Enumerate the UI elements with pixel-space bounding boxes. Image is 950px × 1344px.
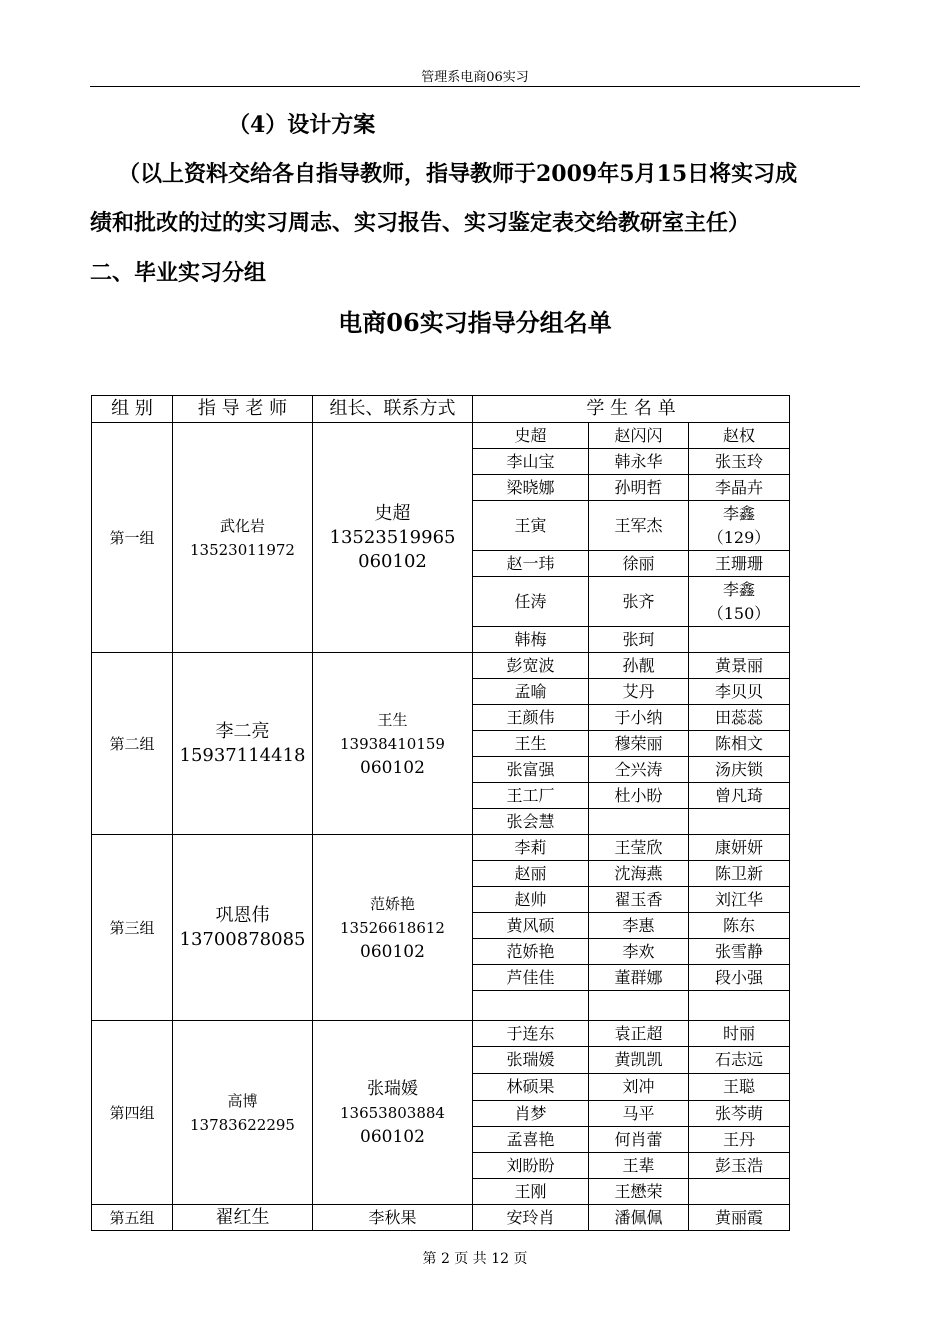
leader-name: 史超 [374,502,411,524]
student-cell: 梁晓娜 [473,475,589,501]
student-cell: 穆荣丽 [589,731,689,757]
student-cell: 杜小盼 [589,783,689,809]
student-cell: 于小纳 [589,705,689,731]
student-cell: 曾凡琦 [689,783,790,809]
student-cell: 王工厂 [473,783,589,809]
note-line-2: 绩和批改的过的实习周志、实习报告、实习鉴定表交给教研室主任） [90,210,751,236]
group-name: 第三组 [92,835,173,1021]
student-name: 李鑫 [723,503,756,523]
student-cell: 赵权 [689,423,790,449]
leader-cell [313,1021,473,1205]
student-cell: 陈相文 [689,731,790,757]
student-cell: 张齐 [589,577,689,627]
student-cell: 韩永华 [589,449,689,475]
student-cell: 陈东 [689,913,790,939]
section-4-title: （4）设计方案 [228,112,376,138]
student-cell: 王寅 [473,501,589,551]
student-cell: 张雪静 [689,939,790,965]
group-name: 第一组 [92,423,173,653]
table-title: 电商06实习指导分组名单 [338,308,612,337]
teacher-phone: 13783622295 [190,1115,295,1134]
group-name: 第二组 [92,653,173,835]
student-cell: 康妍妍 [689,835,790,861]
student-cell: 王刚 [473,1179,589,1205]
group-name: 第五组 [92,1205,173,1231]
teacher-cell [173,653,313,835]
leader-cell [313,653,473,835]
student-cell [689,809,790,835]
table-row [92,653,790,679]
leader-class: 060102 [358,550,427,572]
student-cell: 沈海燕 [589,861,689,887]
student-cell: 仝兴涛 [589,757,689,783]
leader-phone: 13526618612 [340,918,445,937]
leader-name: 范娇艳 [369,894,415,913]
table-row [92,423,790,449]
student-cell: 赵丽 [473,861,589,887]
student-note: （129） [707,527,771,547]
student-cell: 任涛 [473,577,589,627]
student-cell: 孙靓 [589,653,689,679]
student-cell: 王辈 [589,1153,689,1179]
student-cell: 王颜伟 [473,705,589,731]
student-note: （150） [707,603,771,623]
teacher-phone: 13700878085 [179,928,306,950]
leader-phone: 13523519965 [329,526,456,548]
leader-name: 李秋果 [313,1205,473,1231]
leader-name: 张瑞媛 [367,1078,418,1099]
student-cell: 李晶卉 [689,475,790,501]
student-cell: 陈卫新 [689,861,790,887]
page-header: 管理系电商06实习 [421,70,529,85]
leader-cell [313,835,473,1021]
student-cell: 王军杰 [589,501,689,551]
student-cell: 于连东 [473,1021,589,1047]
student-cell: 黄风硕 [473,913,589,939]
student-cell: 翟玉香 [589,887,689,913]
student-cell: 王懋荣 [589,1179,689,1205]
leader-class: 060102 [360,1126,425,1147]
student-cell: 刘江华 [689,887,790,913]
teacher-name: 巩恩伟 [215,904,270,926]
student-cell: 韩梅 [473,627,589,653]
student-cell: 李山宝 [473,449,589,475]
student-cell: 赵一玮 [473,551,589,577]
student-cell [689,577,790,627]
student-cell [689,627,790,653]
page-footer: 第 2 页 共 12 页 [422,1251,528,1267]
teacher-phone: 15937114418 [179,744,306,766]
student-cell: 孟喻 [473,679,589,705]
student-cell [689,991,790,1021]
student-cell: 石志远 [689,1047,790,1074]
student-cell [589,809,689,835]
teacher-cell [173,1021,313,1205]
header-students: 学 生 名 单 [473,396,790,423]
student-cell: 张会慧 [473,809,589,835]
group-name: 第四组 [92,1021,173,1205]
student-cell: 田蕊蕊 [689,705,790,731]
student-cell: 范娇艳 [473,939,589,965]
student-cell: 孙明哲 [589,475,689,501]
student-cell: 张芩萌 [689,1101,790,1127]
leader-name: 王生 [377,710,408,729]
student-cell: 黄丽霞 [689,1205,790,1231]
header-rule [90,86,860,87]
student-cell: 王聪 [689,1074,790,1101]
teacher-cell [173,835,313,1021]
teacher-name: 李二亮 [215,720,270,742]
student-cell: 史超 [473,423,589,449]
student-cell: 段小强 [689,965,790,991]
teacher-name: 翟红生 [173,1205,313,1231]
leader-phone: 13653803884 [340,1103,445,1122]
student-cell: 袁正超 [589,1021,689,1047]
student-cell: 张富强 [473,757,589,783]
student-cell: 黄景丽 [689,653,790,679]
student-cell: 李莉 [473,835,589,861]
student-cell: 王莹欣 [589,835,689,861]
header-group: 组 别 [92,396,173,423]
student-name: 李鑫 [723,579,756,599]
table-row [92,1205,790,1231]
student-cell [589,991,689,1021]
student-cell: 董群娜 [589,965,689,991]
student-cell: 王丹 [689,1127,790,1153]
student-cell: 汤庆锁 [689,757,790,783]
teacher-cell [173,423,313,653]
student-cell: 王珊珊 [689,551,790,577]
student-cell [689,1179,790,1205]
student-cell: 芦佳佳 [473,965,589,991]
header-leader-contact: 组长、联系方式 [313,396,473,423]
header-teacher: 指 导 老 师 [173,396,313,423]
table-header-row [92,396,790,423]
student-cell: 张珂 [589,627,689,653]
student-cell: 刘盼盼 [473,1153,589,1179]
student-cell: 徐丽 [589,551,689,577]
student-cell: 彭宽波 [473,653,589,679]
leader-class: 060102 [360,941,425,962]
student-cell: 赵闪闪 [589,423,689,449]
student-cell: 何肖蕾 [589,1127,689,1153]
student-cell: 赵帅 [473,887,589,913]
leader-phone: 13938410159 [340,734,445,753]
student-cell: 张瑞媛 [473,1047,589,1074]
table-row [92,835,790,861]
student-cell: 孟喜艳 [473,1127,589,1153]
teacher-name: 高博 [227,1091,258,1110]
student-cell: 李欢 [589,939,689,965]
student-cell: 安玲肖 [473,1205,589,1231]
student-cell: 彭玉浩 [689,1153,790,1179]
student-cell: 艾丹 [589,679,689,705]
note-line-1: （以上资料交给各自指导教师，指导教师于2009年5月15日将实习成 [118,161,798,187]
student-cell: 王生 [473,731,589,757]
section-2-title: 二、毕业实习分组 [90,260,267,286]
student-cell: 林硕果 [473,1074,589,1101]
table-row [92,1021,790,1047]
student-cell: 李贝贝 [689,679,790,705]
student-cell: 刘冲 [589,1074,689,1101]
student-cell: 潘佩佩 [589,1205,689,1231]
group-roster-table [91,395,790,1231]
leader-class: 060102 [360,757,425,778]
student-cell: 张玉玲 [689,449,790,475]
teacher-name: 武化岩 [219,516,265,535]
student-cell [473,991,589,1021]
teacher-phone: 13523011972 [190,540,295,559]
student-cell: 时丽 [689,1021,790,1047]
student-cell: 马平 [589,1101,689,1127]
leader-cell [313,423,473,653]
student-cell: 肖梦 [473,1101,589,1127]
student-cell [689,501,790,551]
student-cell: 李惠 [589,913,689,939]
student-cell: 黄凯凯 [589,1047,689,1074]
